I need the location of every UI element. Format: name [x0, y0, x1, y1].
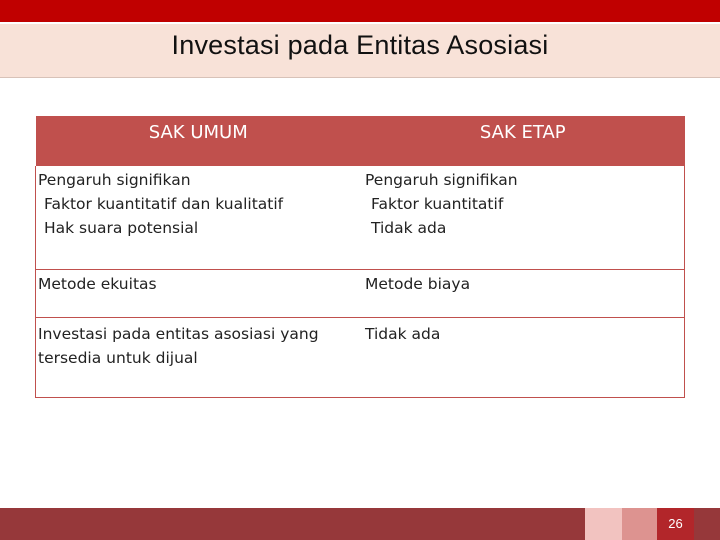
cell-line: Metode ekuitas — [38, 275, 157, 293]
cell-line: Tidak ada — [365, 325, 441, 343]
cell-umum — [36, 166, 362, 270]
cell-umum — [36, 318, 362, 398]
top-accent-band — [0, 0, 720, 22]
header-sak-umum: SAK UMUM — [36, 116, 362, 166]
footer-swatch — [622, 508, 657, 540]
page-number: 26 — [668, 516, 683, 531]
cell-line: Tidak ada — [371, 219, 447, 237]
footer-band — [0, 508, 720, 540]
cell-line: Investasi pada entitas asosiasi yang — [38, 325, 319, 343]
slide-title: Investasi pada Entitas Asosiasi — [171, 30, 549, 60]
cell-etap — [361, 270, 685, 318]
table-row — [36, 270, 685, 318]
header-sak-etap: SAK ETAP — [361, 116, 685, 166]
cell-line: Metode biaya — [365, 275, 471, 293]
cell-line: Hak suara potensial — [44, 219, 199, 237]
comparison-table — [35, 116, 685, 398]
cell-line: Faktor kuantitatif — [371, 195, 504, 213]
cell-line: tersedia untuk dijual — [38, 349, 198, 367]
cell-line: Pengaruh signifikan — [38, 171, 191, 189]
cell-line: Faktor kuantitatif dan kualitatif — [44, 195, 284, 213]
cell-etap — [361, 166, 685, 270]
footer-swatch — [694, 508, 720, 540]
table-header-row — [36, 116, 685, 166]
table-row — [36, 166, 685, 270]
cell-umum — [36, 270, 362, 318]
cell-line: Pengaruh signifikan — [365, 171, 518, 189]
footer-swatch — [585, 508, 622, 540]
table-row — [36, 318, 685, 398]
cell-etap — [361, 318, 685, 398]
